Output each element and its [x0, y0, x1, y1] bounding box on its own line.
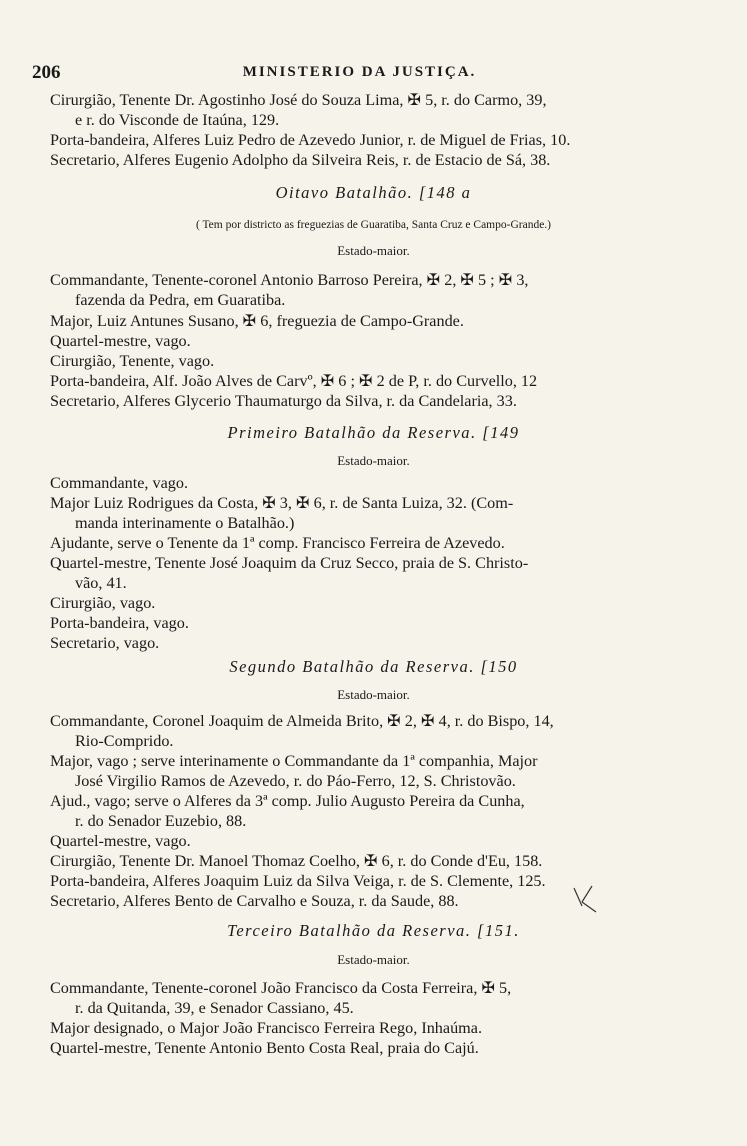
text-line: José Virgilio Ramos de Azevedo, r. do Páo-Ferro, 12, S. Christovão. [75, 772, 516, 790]
section-title: Oitavo Batalhão. [148 a [275, 183, 472, 202]
text-line: Commandante, Tenente-coronel João Francisco da Costa Ferreira, ✠ 5, [50, 979, 512, 997]
text-line: Quartel-mestre, Tenente José Joaquim da Cruz Secco, praia de S. Christo- [50, 554, 529, 572]
estado-maior-heading: Estado-maior. [337, 453, 410, 468]
text-line: Cirurgião, vago. [50, 594, 156, 612]
district-note: ( Tem por districto as freguezias de Guaratiba, Santa Cruz e Campo-Grande.) [195, 219, 552, 231]
text-line: e r. do Visconde de Itaúna, 129. [75, 111, 280, 129]
text-line: Secretario, Alferes Glycerio Thaumaturgo da Silva, r. da Candelaria, 33. [50, 392, 517, 410]
text-line: vão, 41. [75, 574, 127, 592]
running-head: MINISTERIO DA JUSTIÇA. [242, 64, 477, 80]
text-line: Commandante, Tenente-coronel Antonio Barroso Pereira, ✠ 2, ✠ 5 ; ✠ 3, [50, 271, 529, 289]
text-line: Quartel-mestre, Tenente Antonio Bento Costa Real, praia do Cajú. [50, 1039, 479, 1057]
text-line: Quartel-mestre, vago. [50, 832, 191, 850]
page-number: 206 [32, 62, 61, 83]
text-line: Major, Luiz Antunes Susano, ✠ 6, freguezia de Campo-Grande. [50, 312, 464, 330]
text-line: Cirurgião, Tenente, vago. [50, 352, 215, 370]
handwritten-mark [570, 884, 598, 914]
text-line: Cirurgião, Tenente Dr. Agostinho José do Souza Lima, ✠ 5, r. do Carmo, 39, [50, 91, 547, 109]
text-line: Commandante, vago. [50, 474, 189, 492]
text-line: Major, vago ; serve interinamente o Commandante da 1ª companhia, Major [50, 752, 538, 770]
text-line: Secretario, Alferes Eugenio Adolpho da Silveira Reis, r. de Estacio de Sá, 38. [50, 151, 551, 169]
section-title: Terceiro Batalhão da Reserva. [151. [227, 921, 520, 940]
estado-maior-heading: Estado-maior. [337, 243, 410, 258]
page-header [32, 62, 687, 88]
text-line: Ajudante, serve o Tenente da 1ª comp. Francisco Ferreira de Azevedo. [50, 534, 505, 552]
text-line: Major Luiz Rodrigues da Costa, ✠ 3, ✠ 6, r. de Santa Luiza, 32. (Com- [50, 494, 514, 512]
text-line: Rio-Comprido. [75, 732, 174, 750]
text-line: manda interinamente o Batalhão.) [75, 514, 295, 532]
text-line: Secretario, Alferes Bento de Carvalho e Souza, r. da Saude, 88. [50, 892, 459, 910]
text-line: Ajud., vago; serve o Alferes da 3ª comp. Julio Augusto Pereira da Cunha, [50, 792, 525, 810]
text-line: fazenda da Pedra, em Guaratiba. [75, 291, 286, 309]
text-line: Commandante, Coronel Joaquim de Almeida Brito, ✠ 2, ✠ 4, r. do Bispo, 14, [50, 712, 554, 730]
text-line: Porta-bandeira, Alferes Luiz Pedro de Azevedo Junior, r. de Miguel de Frias, 10. [50, 131, 571, 149]
text-line: r. do Senador Euzebio, 88. [75, 812, 247, 830]
text-line: r. da Quitanda, 39, e Senador Cassiano, 45. [75, 999, 354, 1017]
section-title: Segundo Batalhão da Reserva. [150 [229, 657, 518, 676]
text-line: Quartel-mestre, vago. [50, 332, 191, 350]
text-line: Porta-bandeira, vago. [50, 614, 189, 632]
estado-maior-heading: Estado-maior. [337, 952, 410, 967]
estado-maior-heading: Estado-maior. [337, 687, 410, 702]
text-line: Secretario, vago. [50, 634, 160, 652]
text-line: Porta-bandeira, Alferes Joaquim Luiz da Silva Veiga, r. de S. Clemente, 125. [50, 872, 546, 890]
text-line: Porta-bandeira, Alf. João Alves de Carvº, ✠ 6 ; ✠ 2 de P, r. do Curvello, 12 [50, 372, 538, 390]
text-line: Cirurgião, Tenente Dr. Manoel Thomaz Coelho, ✠ 6, r. do Conde d'Eu, 158. [50, 852, 543, 870]
text-line: Major designado, o Major João Francisco Ferreira Rego, Inhaúma. [50, 1019, 482, 1037]
section-title: Primeiro Batalhão da Reserva. [149 [227, 423, 520, 442]
